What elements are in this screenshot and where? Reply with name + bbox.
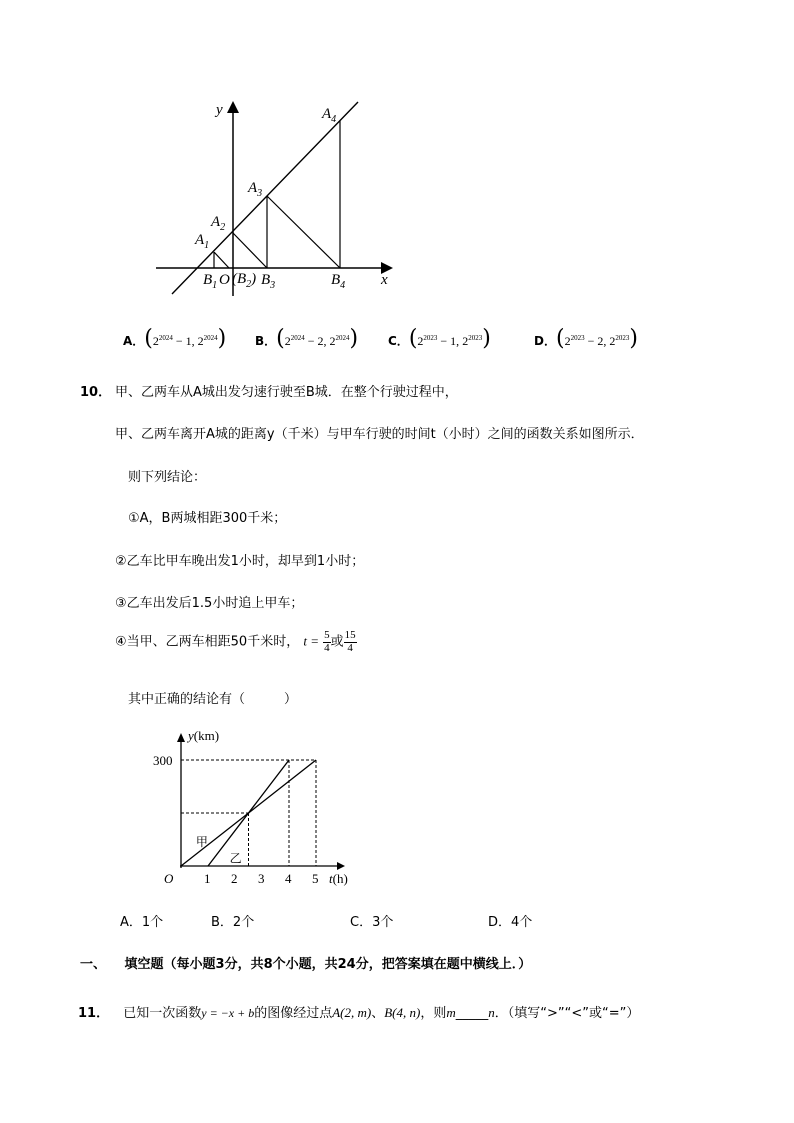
segment-a3b4: [267, 196, 340, 268]
label-a1: $A_1$: [195, 232, 210, 251]
distance-time-chart: [150, 722, 360, 892]
segment-a1b2: [214, 252, 229, 268]
label-b1: $B_1$: [203, 272, 218, 291]
series-label-jia: 甲: [195, 834, 208, 849]
label-o: O: [219, 272, 230, 288]
label-x-axis: x: [381, 272, 388, 288]
q10-item4: ④当甲、乙两车相距50千米时， t = $\frac{5}{4}$ 或 $\frac{15}{4}$: [115, 629, 356, 654]
label-a2: $A_2$: [211, 214, 226, 233]
q10-line2: 甲、乙两车离开A城的距离y（千米）与甲车行驶的时间t（小时）之间的函数关系如图所示．: [115, 427, 644, 442]
q10-option-a[interactable]: A．1个: [120, 915, 164, 930]
chart-y-axis-arrow: [177, 733, 185, 742]
x-tick-label: 5: [312, 871, 319, 886]
label-y-axis: y: [216, 102, 223, 118]
x-tick-label: 4: [285, 871, 292, 886]
fraction-5-4: $\frac{5}{4}$: [324, 629, 330, 654]
section-title: 填空题（每小题3分，共8个小题，共24分，把答案填在题中横线上．）: [124, 957, 532, 972]
q10-item2: ②乙车比甲车晚出发1小时，却早到1小时；: [115, 554, 365, 569]
x-tick-label: 2: [231, 871, 238, 886]
q9-option-c[interactable]: C．($2^{2023} - 1$, $2^{2023}$): [388, 326, 491, 351]
q10-item3: ③乙车出发后1.5小时追上甲车；: [115, 596, 304, 611]
segment-a2b3: [233, 233, 267, 268]
section-header: [80, 953, 531, 972]
label-b3: $B_3$: [261, 272, 276, 291]
fraction-15-4: $\frac{15}{4}$: [344, 629, 356, 654]
chart-x-axis-arrow: [337, 862, 345, 870]
q9-option-d[interactable]: D．($2^{2023} - 2$, $2^{2023}$): [534, 326, 638, 351]
chart-origin: O: [164, 871, 174, 886]
question-11: 11． 已知一次函数y = −x + b的图像经过点A(2, m)、B(4, n)，则m_____n．（填写“>”“<”或“=”）: [78, 1005, 640, 1021]
series-label-yi: 乙: [229, 851, 242, 866]
x-tick-label: 3: [258, 871, 265, 886]
y-tick-label: 300: [153, 753, 173, 768]
q10-number: 10．: [80, 385, 112, 400]
label-a4: $A_4$: [322, 106, 337, 125]
q11-number: 11．: [78, 1006, 110, 1021]
label-a3: $A_3$: [248, 180, 263, 199]
chart-y-label: y(km): [188, 728, 220, 743]
q10-item1: ①A，B两城相距300千米；: [128, 511, 287, 526]
q9-option-a[interactable]: A．($2^{2024} - 1$, $2^{2024}$): [123, 326, 227, 351]
q10-question: 其中正确的结论有（ ）: [128, 692, 298, 707]
chart-x-label: t(h): [329, 871, 348, 886]
section-number: 一、: [80, 957, 107, 972]
q10-line3: 则下列结论：: [128, 470, 207, 485]
x-tick-label: 1: [204, 871, 211, 886]
label-b2: $(B_2)$: [232, 271, 257, 290]
q9-option-b[interactable]: B．($2^{2024} - 2$, $2^{2024}$): [255, 326, 359, 351]
q10-option-c[interactable]: C．3个: [350, 915, 394, 930]
q10-option-b[interactable]: B．2个: [211, 915, 255, 930]
q10-option-d[interactable]: D．4个: [488, 915, 533, 930]
q10-line1: 甲、乙两车从A城出发匀速行驶至B城．在整个行驶过程中，: [115, 385, 458, 400]
answer-blank[interactable]: _____: [455, 1006, 489, 1021]
geometry-figure: [140, 92, 410, 302]
label-b4: $B_4$: [331, 272, 346, 291]
